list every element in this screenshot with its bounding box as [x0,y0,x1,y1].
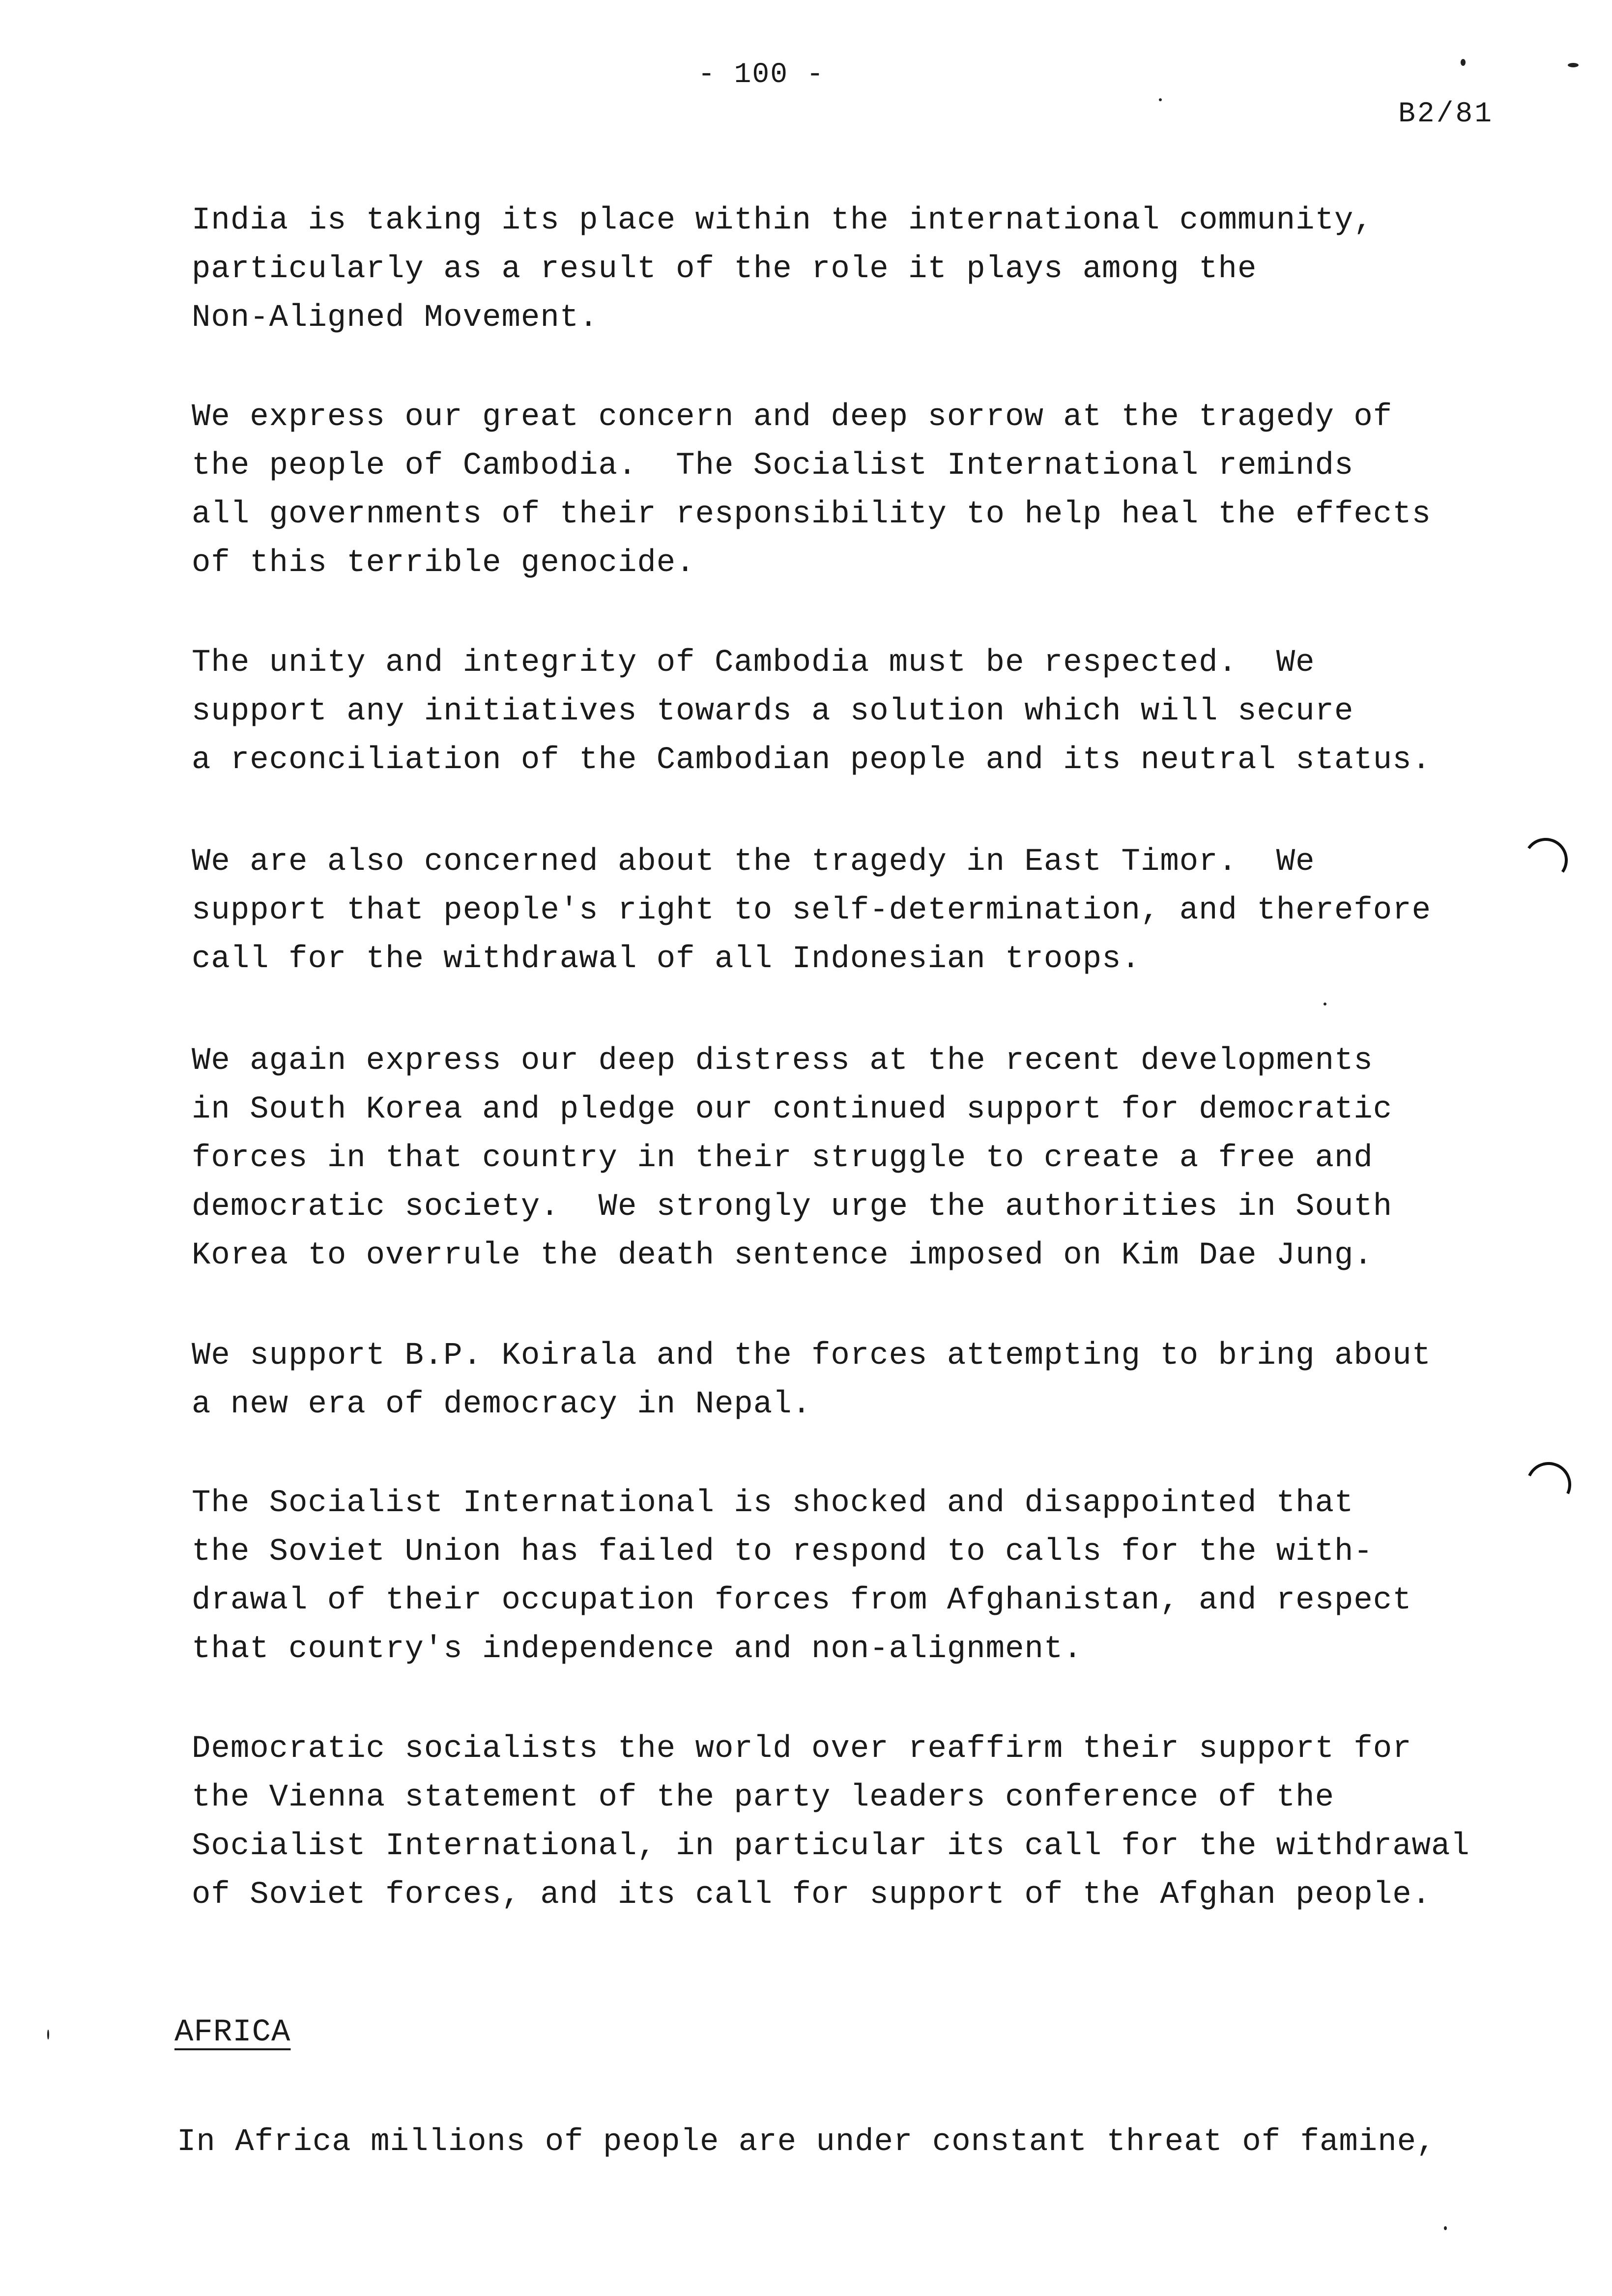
text-line: all governments of their responsibility to help heal the effects [192,497,1431,532]
paragraph-africa [177,2118,1484,2167]
text-line: We again express our deep distress at the recent developments [192,1043,1373,1079]
document-reference: B2/81 [1398,98,1494,130]
paragraph-vienna-statement [192,1725,1499,1920]
text-line: The Socialist International is shocked and disappointed that [192,1486,1354,1521]
text-line: support any initiatives towards a solution which will secure [192,694,1354,729]
text-line: a new era of democracy in Nepal. [192,1387,811,1422]
paragraph-east-timor [192,838,1499,984]
text-line: Socialist International, in particular its call for the withdrawal [192,1829,1470,1864]
scan-speck [1159,98,1162,101]
paragraph-india [192,197,1499,343]
text-line: support that people's right to self-determination, and therefore [192,893,1431,928]
text-line: In Africa millions of people are under constant threat of famine, [177,2124,1436,2160]
text-line: the people of Cambodia. The Socialist International reminds [192,448,1354,484]
text-line: that country's independence and non-alignment. [192,1632,1083,1667]
text-line: the Soviet Union has failed to respond to calls for the with- [192,1534,1373,1570]
text-line: Korea to overrule the death sentence imposed on Kim Dae Jung. [192,1238,1373,1273]
paragraph-south-korea [192,1037,1499,1280]
page-number: - 100 - [698,59,825,91]
scan-speck [1444,2226,1447,2230]
text-line: the Vienna statement of the party leaders conference of the [192,1780,1334,1815]
text-line: particularly as a result of the role it plays among the [192,252,1257,287]
text-line: Democratic socialists the world over reaffirm their support for [192,1731,1412,1767]
text-line: We are also concerned about the tragedy in East Timor. We [192,844,1315,880]
text-line: of Soviet forces, and its call for support of the Afghan people. [192,1877,1431,1913]
paragraph-cambodia-tragedy [192,393,1499,588]
text-line: The unity and integrity of Cambodia must be respected. We [192,645,1315,681]
text-line: democratic society. We strongly urge the authorities in South [192,1189,1393,1225]
scan-speck [1461,59,1466,66]
text-line: drawal of their occupation forces from Afghanistan, and respect [192,1583,1412,1618]
text-line: in South Korea and pledge our continued support for democratic [192,1092,1393,1127]
text-line: We express our great concern and deep sorrow at the tragedy of [192,400,1393,435]
text-line: a reconciliation of the Cambodian people and its neutral status. [192,743,1431,778]
text-line: forces in that country in their struggle to create a free and [192,1141,1373,1176]
paragraph-nepal [192,1332,1499,1429]
section-heading-africa: AFRICA [174,2015,291,2050]
scan-speck [1568,63,1579,67]
text-line: India is taking its place within the international community, [192,203,1373,238]
scan-speck [1324,1003,1326,1005]
scan-speck [47,2030,49,2039]
punch-hole-mark [1520,834,1571,886]
paragraph-cambodia-unity [192,639,1499,785]
text-line: Non-Aligned Movement. [192,300,599,336]
paragraph-afghanistan [192,1479,1499,1674]
text-line: of this terrible genocide. [192,545,695,581]
text-line: call for the withdrawal of all Indonesian troops. [192,942,1141,977]
text-line: We support B.P. Koirala and the forces attempting to bring about [192,1338,1431,1374]
punch-hole-mark [1520,1456,1578,1514]
